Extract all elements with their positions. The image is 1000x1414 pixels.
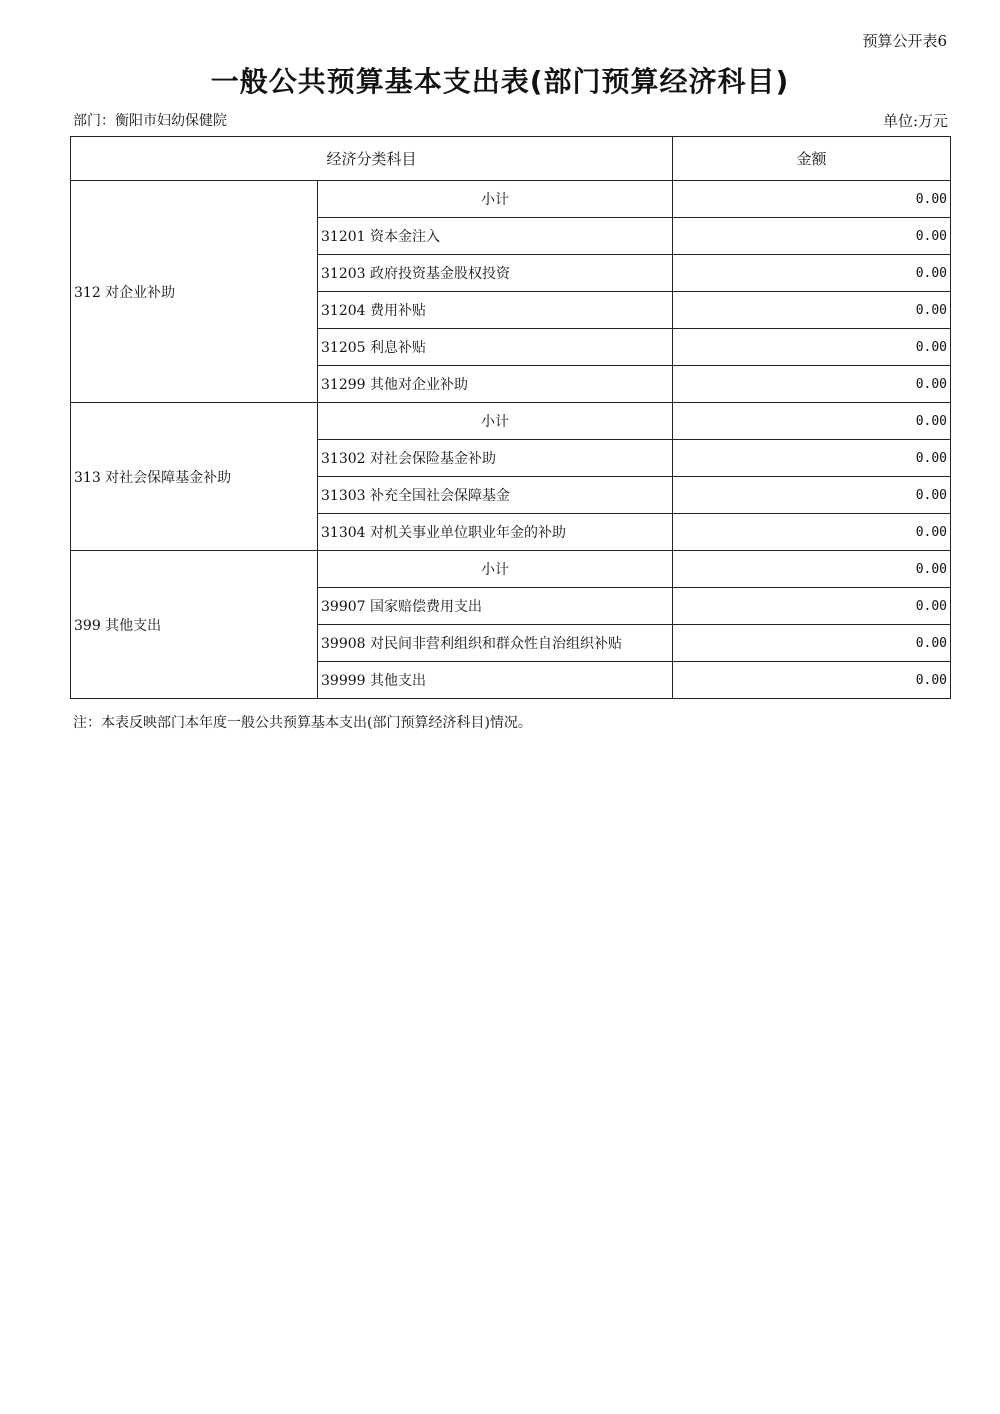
budget-table <box>70 136 951 699</box>
table-header-row <box>71 137 951 181</box>
table-row <box>71 181 951 218</box>
category-cell: 399 其他支出 <box>71 551 318 699</box>
page-title: 一般公共预算基本支出表(部门预算经济科目) <box>210 65 790 98</box>
item-amount: 0.00 <box>673 440 951 477</box>
item-label: 39908 对民间非营利组织和群众性自治组织补贴 <box>318 625 673 662</box>
table-id: 预算公开表6 <box>862 32 947 50</box>
item-label: 31205 利息补贴 <box>318 329 673 366</box>
item-amount: 0.00 <box>673 366 951 403</box>
column-header-category: 经济分类科目 <box>71 137 673 181</box>
unit-label: 单位:万元 <box>882 112 948 130</box>
item-label: 39907 国家赔偿费用支出 <box>318 588 673 625</box>
category-cell: 312 对企业补助 <box>71 181 318 403</box>
subtotal-amount: 0.00 <box>673 181 951 218</box>
item-amount: 0.00 <box>673 662 951 699</box>
item-label: 31302 对社会保险基金补助 <box>318 440 673 477</box>
column-header-amount: 金额 <box>673 137 951 181</box>
item-label: 31204 费用补贴 <box>318 292 673 329</box>
item-label: 31299 其他对企业补助 <box>318 366 673 403</box>
footnote: 注：本表反映部门本年度一般公共预算基本支出(部门预算经济科目)情况。 <box>73 715 532 731</box>
department-label: 部门：衡阳市妇幼保健院 <box>73 113 227 129</box>
item-label: 39999 其他支出 <box>318 662 673 699</box>
item-label: 31303 补充全国社会保障基金 <box>318 477 673 514</box>
item-amount: 0.00 <box>673 588 951 625</box>
item-amount: 0.00 <box>673 477 951 514</box>
item-amount: 0.00 <box>673 292 951 329</box>
item-label: 31203 政府投资基金股权投资 <box>318 255 673 292</box>
item-amount: 0.00 <box>673 625 951 662</box>
item-amount: 0.00 <box>673 329 951 366</box>
subtotal-label: 小计 <box>318 403 673 440</box>
subtotal-amount: 0.00 <box>673 403 951 440</box>
category-cell: 313 对社会保障基金补助 <box>71 403 318 551</box>
item-label: 31201 资本金注入 <box>318 218 673 255</box>
item-label: 31304 对机关事业单位职业年金的补助 <box>318 514 673 551</box>
subtotal-amount: 0.00 <box>673 551 951 588</box>
item-amount: 0.00 <box>673 218 951 255</box>
item-amount: 0.00 <box>673 255 951 292</box>
subtotal-label: 小计 <box>318 551 673 588</box>
item-amount: 0.00 <box>673 514 951 551</box>
subtotal-label: 小计 <box>318 181 673 218</box>
table-row <box>71 551 951 588</box>
table-row <box>71 403 951 440</box>
